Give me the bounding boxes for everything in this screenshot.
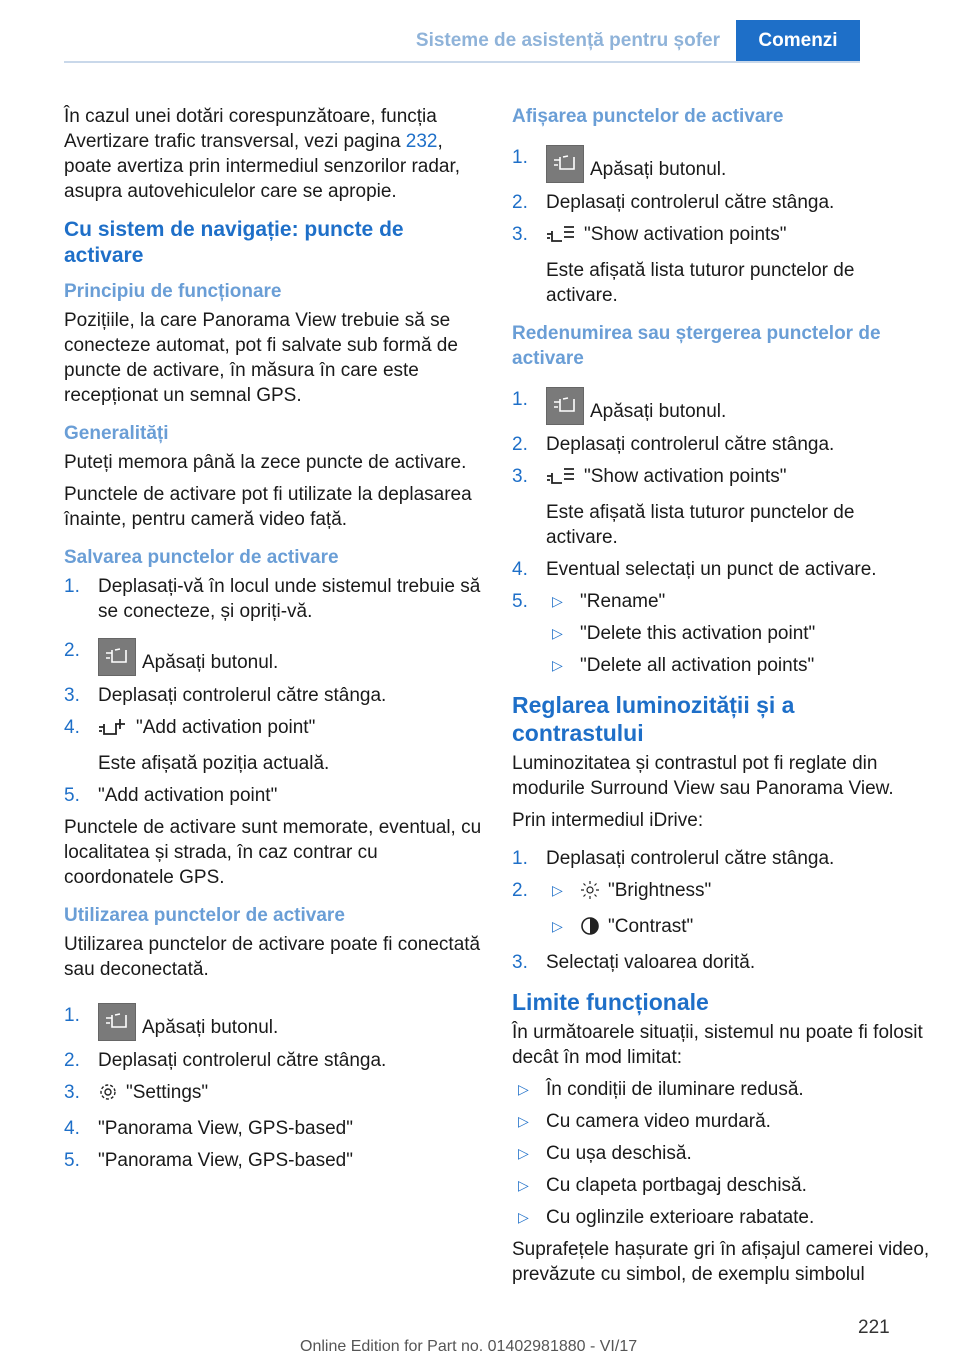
list-item: ▷ Cu ușa deschisă.: [518, 1143, 692, 1164]
right-column: [512, 104, 930, 1294]
triangle-bullet-icon: ▷: [518, 1081, 529, 1097]
limits-after-text: Suprafețele hașurate gri în afișajul camerei video, prevăzute cu simbol, de exemplu simbolul: [512, 1239, 930, 1285]
list-item: 4. "Panorama View, GPS-based": [64, 1118, 353, 1139]
brightness-icon: [580, 880, 600, 907]
list-item: 2. ▷ "Brightness" ▷ "Contrast": [512, 878, 930, 943]
triangle-bullet-icon: ▷: [518, 1145, 529, 1161]
triangle-bullet-icon: ▷: [552, 593, 563, 609]
use-text: Utilizarea punctelor de activare poate fi conectată sau deconectată.: [64, 934, 481, 980]
rename-title: Redenumirea sau ștergerea punctelor de activare: [512, 323, 881, 369]
list-item: 4. "Add activation point" Este afișată poziția actuală.: [64, 715, 482, 776]
show-title: Afișarea punctelor de activare: [512, 106, 784, 127]
camera-button-icon: [98, 638, 136, 676]
list-item: 2. Deplasați controlerul către stânga.: [64, 1050, 387, 1071]
principle-text: Pozițiile, la care Panorama View trebuie să se conecteze automat, pot fi salvate sub formă de puncte de activare, în măsura în care este recepționat un semnal GPS.: [64, 310, 458, 406]
list-item: 1. Apăsați butonul.: [512, 145, 930, 183]
camera-button-icon: [98, 1003, 136, 1041]
brightness-title: Reglarea luminozității și a contrastului: [512, 692, 795, 746]
brightness-text-2: Prin intermediul iDrive:: [512, 810, 704, 831]
save-after-text: Punctele de activare sunt memorate, eventual, cu localitatea și strada, în caz contrar cu coordonatele GPS.: [64, 817, 482, 888]
list-item: 5. "Add activation point": [64, 785, 278, 806]
rename-steps: [512, 387, 930, 678]
principle-title: Principiu de funcționare: [64, 281, 282, 302]
nav-section-title: Cu sistem de navigație: puncte de activare: [64, 218, 404, 267]
list-item: 3. Deplasați controlerul către stânga.: [64, 685, 387, 706]
list-item: 4. Eventual selectați un punct de activare.: [512, 559, 877, 580]
limits-title: Limite funcționale: [512, 989, 709, 1015]
general-text-1: Puteți memora până la zece puncte de activare.: [64, 452, 467, 473]
list-item: 5. ▷ "Rename" ▷ "Delete this activation point" ▷ "Delete all activation points": [512, 589, 930, 678]
list-icon: [546, 224, 576, 251]
list-item: ▷ Cu camera video murdară.: [518, 1111, 771, 1132]
page-number: 221: [858, 1317, 890, 1338]
use-title: Utilizarea punctelor de activare: [64, 905, 345, 926]
list-item: ▷ Cu clapeta portbagaj deschisă.: [518, 1175, 807, 1196]
sub-item: ▷ "Rename": [552, 591, 666, 612]
camera-button-icon: [546, 145, 584, 183]
header-tab[interactable]: Comenzi: [736, 20, 860, 62]
use-steps: [64, 1003, 482, 1173]
add-point-icon: [98, 717, 128, 744]
step-note: Este afișată lista tuturor punctelor de activare.: [546, 260, 855, 306]
sub-item: ▷ "Contrast": [546, 914, 930, 943]
limits-list: [512, 1077, 930, 1230]
show-steps: [512, 145, 930, 308]
list-item: 5. "Panorama View, GPS-based": [64, 1150, 353, 1171]
triangle-bullet-icon: ▷: [552, 625, 563, 641]
triangle-bullet-icon: ▷: [518, 1113, 529, 1129]
list-item: 3. "Settings": [64, 1080, 482, 1109]
intro-paragraph: În cazul unei dotări corespunzătoare, funcția Avertizare trafic transversal, vezi pagina 232, poate avertiza prin intermediul senzorilor radar, asupra autovehiculelor care se apropie.: [64, 106, 461, 202]
list-item: 2. Deplasați controlerul către stânga.: [512, 192, 835, 213]
list-item: 1. Deplasați controlerul către stânga.: [512, 848, 835, 869]
gear-icon: [98, 1082, 118, 1109]
header-divider: [64, 61, 860, 63]
page-header: [0, 0, 960, 62]
page-link[interactable]: 232: [405, 131, 438, 152]
general-text-2: Punctele de activare pot fi utilizate la deplasarea înainte, pentru cameră video față.: [64, 484, 472, 530]
list-item: 1. Apăsați butonul.: [512, 387, 930, 425]
step-note: Este afișată lista tuturor punctelor de activare.: [546, 502, 855, 548]
sub-item: ▷ "Brightness": [546, 878, 930, 907]
contrast-icon: [580, 916, 600, 943]
list-item: ▷ Cu oglinzile exterioare rabatate.: [518, 1207, 815, 1228]
step-note: Este afișată poziția actuală.: [98, 753, 330, 774]
triangle-bullet-icon: ▷: [552, 918, 563, 934]
list-item: 3. Selectați valoarea dorită.: [512, 952, 756, 973]
list-icon: [546, 466, 576, 493]
triangle-bullet-icon: ▷: [518, 1177, 529, 1193]
list-item: 1. Apăsați butonul.: [64, 1003, 482, 1041]
header-section-title: Sisteme de asistență pentru șofer: [415, 30, 720, 51]
brightness-steps: [512, 846, 930, 975]
save-steps: [64, 574, 482, 808]
save-title: Salvarea punctelor de activare: [64, 547, 339, 568]
brightness-text-1: Luminozitatea și contrastul pot fi reglate din modurile Surround View sau Panorama View.: [512, 753, 894, 799]
general-title: Generalități: [64, 423, 169, 444]
list-item: 1. Deplasați-vă în locul unde sistemul trebuie să se conecteze, și opriți-vă.: [64, 576, 481, 622]
triangle-bullet-icon: ▷: [552, 882, 563, 898]
list-item: 3. "Show activation points" Este afișată lista tuturor punctelor de activare.: [512, 464, 930, 550]
footer-edition: Online Edition for Part no. 01402981880 - VI/17: [300, 1338, 638, 1355]
sub-item: ▷ "Delete all activation points": [552, 655, 815, 676]
triangle-bullet-icon: ▷: [552, 657, 563, 673]
left-column: [64, 104, 482, 1180]
list-item: 3. "Show activation points" Este afișată lista tuturor punctelor de activare.: [512, 222, 930, 308]
list-item: ▷ În condiții de iluminare redusă.: [518, 1079, 804, 1100]
triangle-bullet-icon: ▷: [518, 1209, 529, 1225]
list-item: 2. Apăsați butonul.: [64, 638, 482, 676]
limits-text: În următoarele situații, sistemul nu poate fi folosit decât în mod limitat:: [512, 1022, 923, 1068]
list-item: 2. Deplasați controlerul către stânga.: [512, 434, 835, 455]
sub-item: ▷ "Delete this activation point": [552, 623, 816, 644]
camera-button-icon: [546, 387, 584, 425]
